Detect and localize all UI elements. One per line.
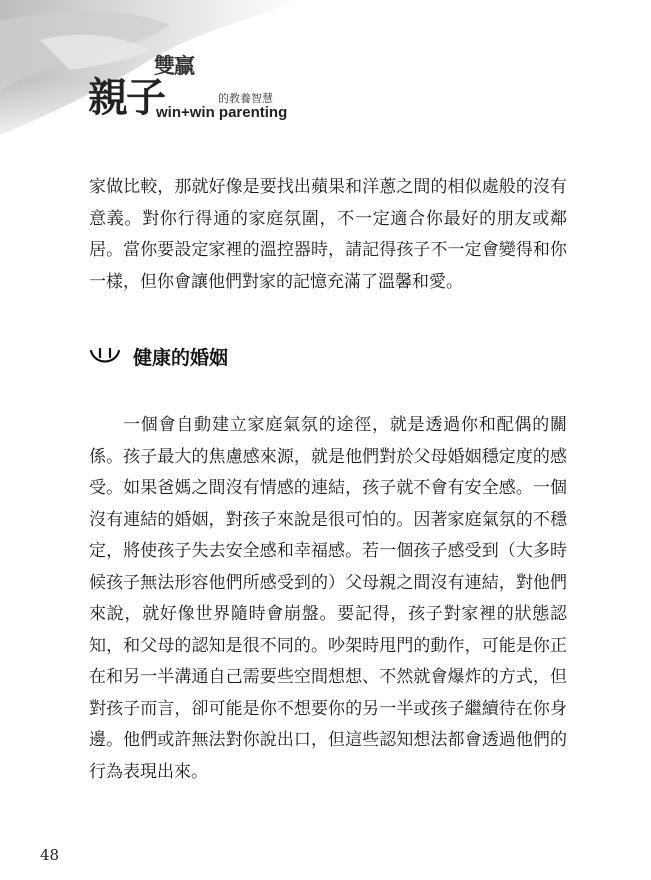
section-heading-text: 健康的婚姻	[133, 347, 229, 369]
page-number: 48	[40, 846, 60, 864]
logo-tagline: 的教養智慧	[218, 92, 273, 105]
logo-main-text: 親子	[88, 75, 164, 121]
section-heading	[89, 343, 228, 370]
book-series-logo	[88, 48, 308, 128]
body-paragraph-1: 家做比較，那就好像是要找出蘋果和洋蔥之間的相似處般的沒有意義。對你行得通的家庭氛圍，不一定適合你最好的朋友或鄰居。當你要設定家裡的溫控器時，請記得孩子不一定會變得和你一樣，但你會讓他們對家的記憶充滿了溫馨和愛。	[89, 177, 567, 292]
smile-icon	[89, 347, 121, 367]
logo-latin-text: win+win parenting	[156, 104, 288, 121]
logo-top-text: 雙贏	[154, 54, 194, 78]
body-paragraph-2: 一個會自動建立家庭氣氛的途徑，就是透過你和配偶的關係。孩子最大的焦慮感來源，就是他們對於父母婚姻穩定度的感受。如果爸媽之間沒有情感的連結，孩子就不會有安全感。一個沒有連結的婚姻，對孩子來說是很可怕的。因著家庭氣氛的不穩定，將使孩子失去安全感和幸福感。若一個孩子感受到（大多時候孩子無法形容他們所感受到的）父母親之間沒有連結，對他們來說，就好像世界隨時會崩盤。要記得，孩子對家裡的狀態認知，和父母的認知是很不同的。吵架時甩門的動作，可能是你正在和另一半溝通自己需要些空間想想、不然就會爆炸的方式，但對孩子而言，卻可能是你不想要你的另一半或孩子繼續待在你身邊。他們或許無法對你說出口，但這些認知想法都會透過他們的行為表現出來。	[89, 415, 567, 782]
